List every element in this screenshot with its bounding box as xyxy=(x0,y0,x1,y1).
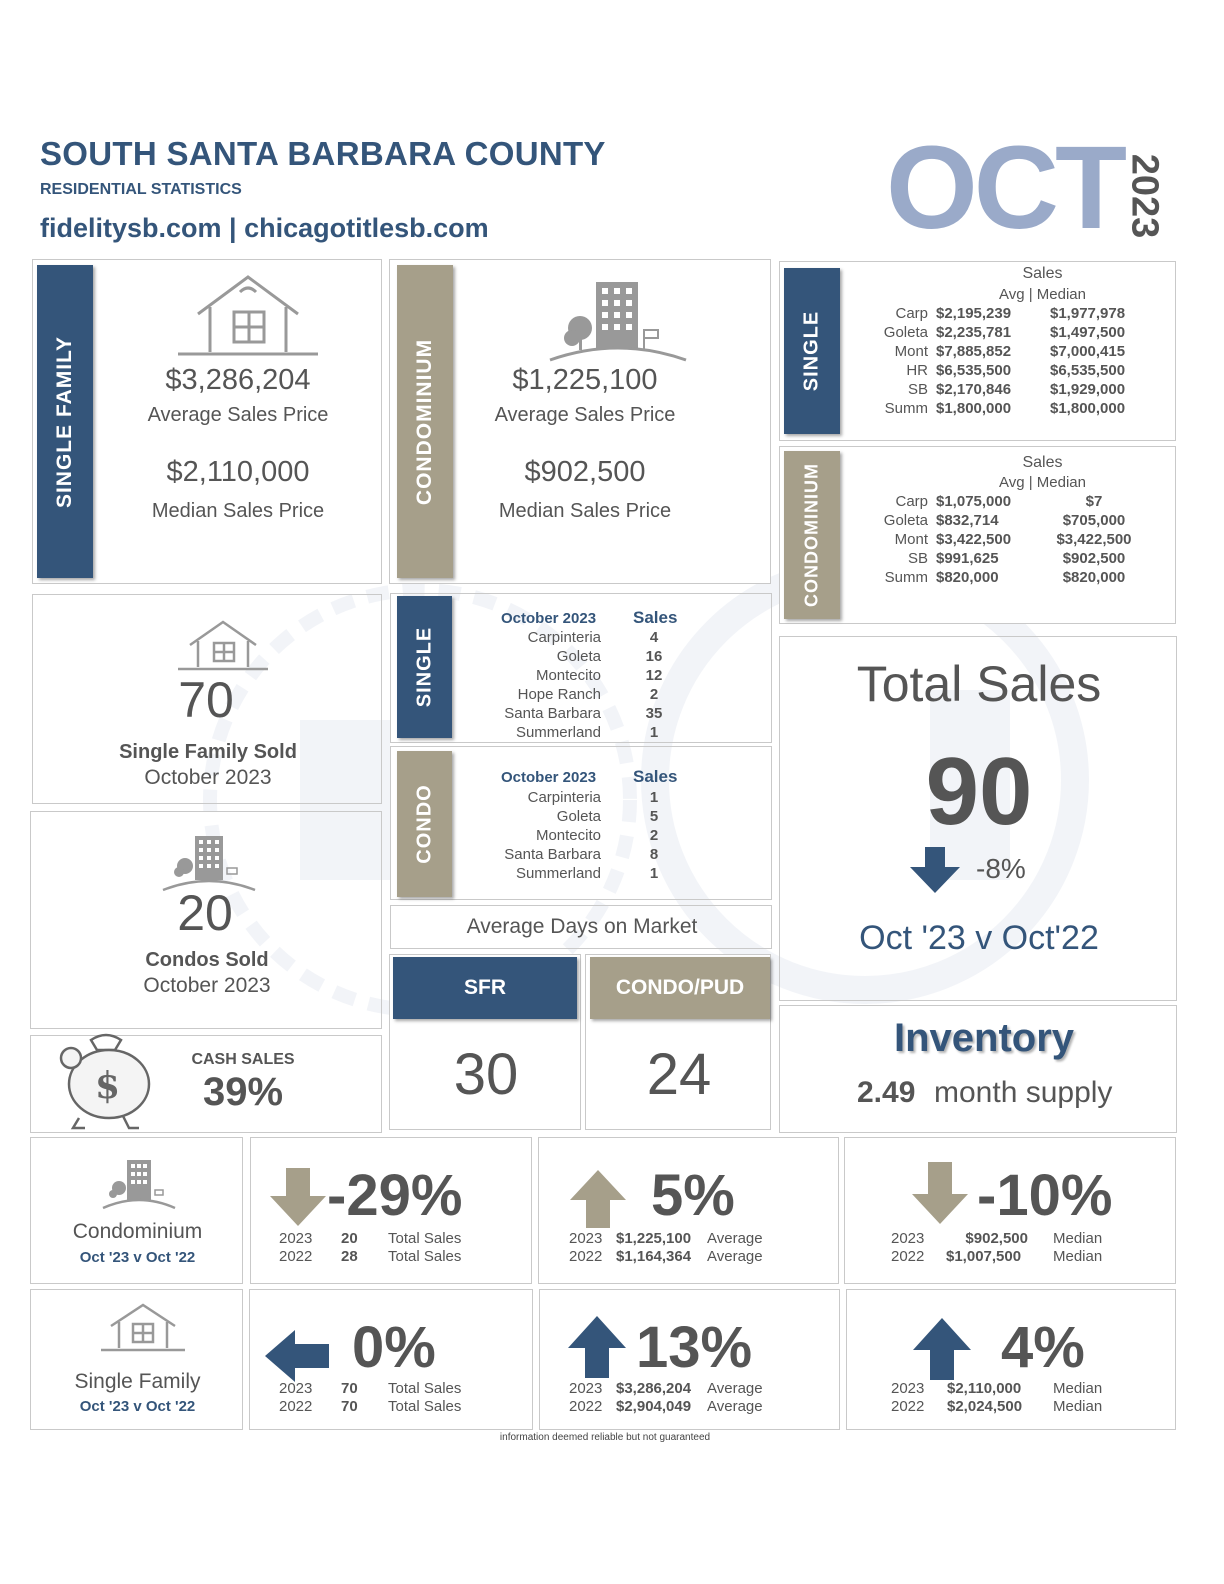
table-row: Goleta 5 xyxy=(556,808,659,825)
condo-area-subheader: Avg | Median xyxy=(998,474,1086,491)
condo-average-label: Average Sales Price xyxy=(494,404,676,426)
condo-counts-period: October 2023 xyxy=(501,769,597,786)
down-arrow-icon xyxy=(268,1166,328,1228)
disclaimer: information deemed reliable but not guaranteed xyxy=(499,1432,711,1443)
single-counts-table xyxy=(491,628,703,742)
sf-total-sales-change-card xyxy=(249,1289,533,1430)
condo-counts-sales-header: Sales xyxy=(633,767,678,786)
table-row: Montecito 2 xyxy=(535,827,659,844)
inventory-title: Inventory xyxy=(893,1016,1075,1060)
comparison-row: 2023 xyxy=(891,1230,925,1247)
comparison-row: $2,024,500 xyxy=(947,1398,1023,1415)
left-arrow-icon xyxy=(263,1328,331,1384)
building-icon xyxy=(101,1158,177,1210)
comparison-row: Average xyxy=(707,1380,763,1397)
sf-average-label: Average Sales Price xyxy=(147,404,329,426)
table-row: Summ $1,800,000 $1,800,000 xyxy=(884,400,1126,417)
comparison-row: Median xyxy=(1053,1230,1103,1247)
condo-dom-header: CONDO/PUD xyxy=(590,957,770,1019)
website-links[interactable]: fidelitysb.com | chicagotitlesb.com xyxy=(40,213,489,243)
condo-area-prices-card xyxy=(779,446,1176,624)
condo-median-change-card xyxy=(844,1137,1176,1284)
single-family-band: SINGLE FAMILY xyxy=(37,265,93,578)
sf-median-price: $2,110,000 xyxy=(166,456,310,488)
single-family-price-card xyxy=(32,259,382,584)
single-counts-card xyxy=(390,593,772,743)
table-row: Goleta $832,714 $705,000 xyxy=(883,512,1126,529)
condo-counts-table xyxy=(491,788,703,883)
single-family-comparison-label: Single Family xyxy=(74,1370,201,1393)
comparison-row: Total Sales xyxy=(388,1248,462,1265)
down-arrow-icon xyxy=(908,845,962,895)
condo-area-header: Sales xyxy=(1022,454,1063,471)
table-row: HR $6,535,500 $6,535,500 xyxy=(906,362,1126,379)
sf-median-change-card xyxy=(846,1289,1176,1430)
comparison-row: Total Sales xyxy=(388,1398,462,1415)
table-row: Santa Barbara 35 xyxy=(504,705,663,722)
single-counts-period: October 2023 xyxy=(501,610,597,627)
money-bag-icon xyxy=(51,1022,161,1132)
condo-sold-period: October 2023 xyxy=(143,974,271,997)
table-row: Santa Barbara 8 xyxy=(504,846,659,863)
comparison-row: 70 xyxy=(341,1398,358,1415)
comparison-row: 2022 xyxy=(891,1248,925,1265)
inventory-card xyxy=(779,1005,1177,1133)
comparison-row: $2,110,000 xyxy=(947,1380,1022,1397)
single-area-band: SINGLE xyxy=(784,268,840,434)
comparison-row: 2023 xyxy=(279,1380,313,1397)
comparison-row: Average xyxy=(707,1230,763,1247)
comparison-row: $3,286,204 xyxy=(616,1380,692,1397)
page-subtitle: RESIDENTIAL STATISTICS xyxy=(40,181,242,198)
condo-sold-count: 20 xyxy=(177,885,233,941)
condo-counts-card xyxy=(390,746,772,900)
single-family-comparison-period: Oct '23 v Oct '22 xyxy=(79,1398,196,1415)
comparison-row: 2023 xyxy=(569,1380,603,1397)
comparison-row: $902,500 xyxy=(965,1230,1028,1247)
comparison-row: Average xyxy=(707,1248,763,1265)
building-icon xyxy=(548,278,688,363)
comparison-row: 28 xyxy=(341,1248,358,1265)
comparison-row: 20 xyxy=(341,1230,358,1247)
single-family-sold-card xyxy=(32,594,382,804)
condo-median-pct: -10% xyxy=(977,1163,1113,1228)
comparison-row: Total Sales xyxy=(388,1230,462,1247)
down-arrow-icon xyxy=(910,1160,970,1226)
comparison-row: Median xyxy=(1053,1398,1103,1415)
condo-counts-band: CONDO xyxy=(397,751,452,897)
comparison-row: $1,225,100 xyxy=(616,1230,692,1247)
table-row: SB $991,625 $902,500 xyxy=(907,550,1126,567)
table-row: Goleta $2,235,781 $1,497,500 xyxy=(883,324,1126,341)
single-family-comparison-label-card xyxy=(30,1289,243,1430)
sfr-dom-header: SFR xyxy=(393,957,577,1019)
condo-average-price: $1,225,100 xyxy=(512,364,658,396)
single-area-prices-card xyxy=(779,261,1176,441)
up-arrow-icon xyxy=(566,1314,628,1380)
sf-median-label: Median Sales Price xyxy=(151,500,325,522)
single-area-table xyxy=(876,304,1129,418)
inventory-value: 2.49 xyxy=(857,1076,916,1109)
up-arrow-icon xyxy=(911,1316,973,1382)
condo-average-change-card xyxy=(538,1137,839,1284)
sf-sold-label: Single Family Sold xyxy=(119,741,297,763)
single-area-header: Sales xyxy=(1022,265,1063,282)
condo-median-price: $902,500 xyxy=(524,456,646,488)
total-sales-comparison: Oct '23 v Oct'22 xyxy=(859,919,1099,957)
comparison-row: Total Sales xyxy=(388,1380,462,1397)
sf-sold-period: October 2023 xyxy=(144,766,272,789)
days-on-market-title-card xyxy=(390,905,772,949)
condominium-comparison-label-card xyxy=(30,1137,243,1284)
inventory-unit: month supply xyxy=(934,1076,1113,1109)
table-row: Goleta 16 xyxy=(556,648,663,665)
comparison-row: $2,904,049 xyxy=(616,1398,692,1415)
table-row: Hope Ranch 2 xyxy=(517,686,659,703)
condo-median-label: Median Sales Price xyxy=(498,500,672,522)
house-icon xyxy=(178,272,318,357)
month-label: OCT xyxy=(886,122,1124,254)
comparison-row: 2022 xyxy=(891,1398,925,1415)
table-row: Carpinteria 4 xyxy=(527,629,659,646)
condominium-comparison-period: Oct '23 v Oct '22 xyxy=(79,1249,196,1266)
condos-sold-card xyxy=(30,811,382,1029)
sf-average-price: $3,286,204 xyxy=(165,364,311,396)
total-sales-card xyxy=(779,636,1177,1001)
condo-dom-value: 24 xyxy=(646,1042,712,1107)
house-icon xyxy=(101,1302,185,1352)
sfr-dom-value: 30 xyxy=(453,1042,519,1107)
condominium-comparison-label: Condominium xyxy=(72,1220,203,1243)
condo-area-band: CONDOMINIUM xyxy=(784,451,840,619)
comparison-row: 2022 xyxy=(279,1248,313,1265)
cash-sales-value: 39% xyxy=(202,1070,284,1114)
table-row: Summerland 1 xyxy=(515,724,659,741)
table-row: SB $2,170,846 $1,929,000 xyxy=(907,381,1126,398)
condo-sold-label: Condos Sold xyxy=(145,949,269,971)
comparison-row: 2022 xyxy=(569,1248,603,1265)
condo-total-sales-change-card xyxy=(250,1137,532,1284)
table-row: Mont $7,885,852 $7,000,415 xyxy=(894,343,1126,360)
up-arrow-icon xyxy=(568,1168,628,1230)
comparison-row: 2023 xyxy=(891,1380,925,1397)
year-label: 2023 xyxy=(1123,153,1166,239)
comparison-row: 2023 xyxy=(569,1230,603,1247)
comparison-row: Median xyxy=(1053,1380,1103,1397)
single-counts-band: SINGLE xyxy=(397,596,452,738)
comparison-row: 2022 xyxy=(279,1398,313,1415)
total-sales-title: Total Sales xyxy=(856,656,1102,712)
sf-median-pct: 4% xyxy=(1001,1315,1085,1380)
sf-avg-pct: 13% xyxy=(636,1315,753,1380)
days-on-market-title: Average Days on Market xyxy=(466,915,698,938)
house-icon xyxy=(178,619,268,671)
cash-sales-label: CASH SALES xyxy=(191,1051,295,1068)
svg-text:$: $ xyxy=(95,1065,121,1107)
single-counts-sales-header: Sales xyxy=(633,608,678,627)
sf-sold-count: 70 xyxy=(178,672,234,728)
table-row: Summ $820,000 $820,000 xyxy=(884,569,1126,586)
table-row: Carpinteria 1 xyxy=(527,789,659,806)
condominium-price-card xyxy=(389,259,771,584)
sfr-dom-card xyxy=(389,954,581,1130)
comparison-row: 2022 xyxy=(569,1398,603,1415)
comparison-row: 2023 xyxy=(279,1230,313,1247)
condo-area-table xyxy=(876,492,1142,587)
cash-sales-card xyxy=(30,1035,382,1133)
comparison-row: 70 xyxy=(341,1380,358,1397)
comparison-row: Average xyxy=(707,1398,763,1415)
sf-sales-pct: 0% xyxy=(352,1315,436,1380)
table-row: Montecito 12 xyxy=(535,667,663,684)
single-area-subheader: Avg | Median xyxy=(998,286,1086,303)
table-row: Carp $1,075,000 $7 xyxy=(895,493,1103,510)
condominium-band: CONDOMINIUM xyxy=(397,265,453,578)
total-sales-value: 90 xyxy=(925,738,1033,845)
table-row: Mont $3,422,500 $3,422,500 xyxy=(894,531,1132,548)
comparison-row: $1,164,364 xyxy=(616,1248,692,1265)
total-sales-change: -8% xyxy=(976,853,1026,884)
comparison-row: $1,007,500 xyxy=(946,1248,1022,1265)
page-title: SOUTH SANTA BARBARA COUNTY xyxy=(40,135,606,172)
condo-sales-pct: -29% xyxy=(327,1163,463,1228)
condo-avg-pct: 5% xyxy=(651,1163,735,1228)
condo-dom-card xyxy=(585,954,771,1130)
comparison-row: Median xyxy=(1053,1248,1103,1265)
sf-average-change-card xyxy=(539,1289,840,1430)
table-row: Carp $2,195,239 $1,977,978 xyxy=(895,305,1126,322)
table-row: Summerland 1 xyxy=(515,865,659,882)
